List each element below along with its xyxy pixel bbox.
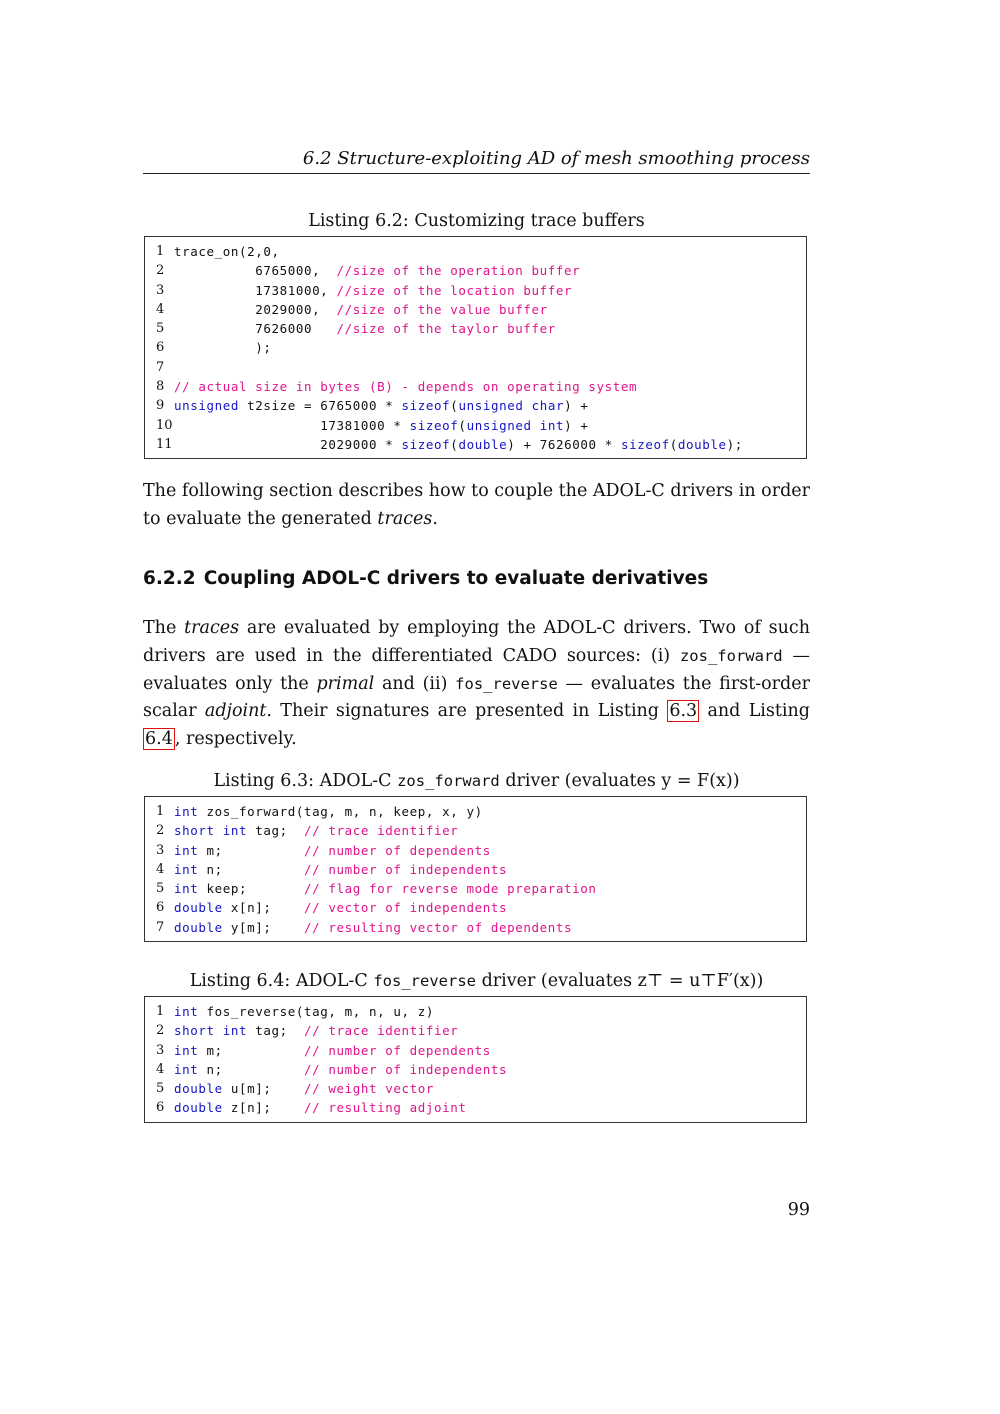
code-text: [174, 377, 637, 396]
code-keyword: sizeof: [401, 436, 451, 452]
code-text: [174, 1002, 434, 1021]
code-keyword: int: [174, 861, 199, 877]
code-line: [145, 319, 806, 338]
page-number: 99: [787, 1200, 810, 1220]
listing-6-2: [144, 236, 807, 459]
code-keyword: int: [174, 1004, 199, 1019]
code-line: [145, 1098, 806, 1117]
code-comment: // trace identifier: [304, 823, 459, 839]
code-token: n;: [198, 1061, 305, 1077]
listing-6-4: [144, 996, 807, 1123]
code-keyword: sizeof: [409, 417, 459, 433]
code-line: [145, 1021, 806, 1040]
code-token: (: [458, 417, 467, 433]
section-heading: [143, 568, 708, 589]
code-line: [145, 1002, 806, 1021]
code-keyword: int: [174, 881, 199, 897]
code-line: [145, 879, 806, 898]
code-text: [174, 435, 743, 454]
line-number: 2: [156, 823, 165, 839]
code-comment: //size of the value buffer: [336, 301, 548, 317]
line-number: 5: [156, 321, 165, 337]
code-token: 2029000 *: [174, 436, 402, 452]
code-keyword: unsigned int: [466, 417, 565, 433]
code-text: [174, 802, 483, 821]
code-line: [145, 821, 806, 840]
code-comment: // resulting adjoint: [304, 1100, 467, 1116]
code-token: z[n];: [222, 1100, 305, 1116]
code-text: [174, 918, 572, 937]
listing-6-3-caption: Listing 6.3: ADOL-C zos_forward driver (evaluates y = F(x)): [213, 771, 740, 791]
code-token: m;: [198, 1042, 305, 1058]
line-number: 1: [156, 1004, 165, 1019]
code-text: [174, 416, 588, 435]
code-keyword: unsigned char: [458, 398, 565, 414]
code-token: tag;: [247, 1023, 305, 1039]
code-comment: // weight vector: [304, 1081, 435, 1097]
section-number: 6.2.2: [143, 568, 196, 589]
code-line: [145, 358, 806, 377]
code-line: [145, 1060, 806, 1079]
paragraph-drivers: The traces are evaluated by employing the ADOL-C drivers. Two of such drivers are used in the differentiated CADO sources: (i) zos_forward — evaluates only the primal and (ii) fos_reverse — evaluates the first-order scalar adjoint. Their signatures are presented in Listing 6.3 and Listing 6.4 , respectively.: [143, 618, 810, 750]
code-keyword: double: [458, 436, 508, 452]
line-number: 8: [156, 379, 165, 395]
line-number: 1: [156, 244, 165, 259]
line-number: 7: [156, 359, 165, 375]
code-text: [174, 281, 572, 300]
code-token: n;: [198, 861, 305, 877]
code-token: 6765000,: [174, 263, 337, 279]
code-keyword: int: [174, 1042, 199, 1058]
code-text: [174, 396, 588, 415]
code-line: [145, 338, 806, 357]
code-comment: // flag for reverse mode preparation: [304, 881, 597, 897]
section-title: Coupling ADOL-C drivers to evaluate derivatives: [203, 568, 709, 589]
code-keyword: int: [174, 842, 199, 858]
code-keyword: int: [174, 804, 199, 819]
line-number: 4: [156, 301, 165, 317]
code-comment: // number of independents: [304, 1061, 508, 1077]
code-line: [145, 435, 806, 454]
code-line: [145, 396, 806, 415]
code-line: [145, 416, 806, 435]
line-number: 10: [156, 417, 173, 433]
code-token: ) +: [564, 398, 589, 414]
code-keyword: short int: [174, 823, 248, 839]
code-keyword: double: [174, 900, 223, 916]
code-token: ) + 7626000 *: [507, 436, 621, 452]
code-keyword: double: [174, 1100, 223, 1116]
code-keyword: sizeof: [620, 436, 670, 452]
code-text: [174, 860, 507, 879]
line-number: 11: [156, 436, 173, 452]
code-token: (: [450, 398, 459, 414]
link-listing-6-3[interactable]: 6.3: [669, 701, 698, 722]
code-comment: //size of the taylor buffer: [336, 321, 556, 337]
code-keyword: double: [174, 919, 223, 935]
code-token: (: [450, 436, 459, 452]
code-comment: //size of the operation buffer: [336, 263, 581, 279]
line-number: 9: [156, 398, 165, 414]
code-line: [145, 860, 806, 879]
code-text: [174, 1098, 467, 1117]
code-token: );: [726, 436, 743, 452]
code-text: [174, 898, 507, 917]
code-line: [145, 1079, 806, 1098]
line-number: 6: [156, 1100, 165, 1116]
code-keyword: double: [677, 436, 727, 452]
code-comment: // number of dependents: [304, 1042, 491, 1058]
code-line: [145, 1041, 806, 1060]
code-comment: // vector of independents: [304, 900, 508, 916]
line-number: 5: [156, 1081, 165, 1097]
code-keyword: sizeof: [401, 398, 451, 414]
code-token: trace_on(2,0,: [174, 244, 280, 259]
code-token: x[n];: [222, 900, 305, 916]
running-header: [143, 148, 810, 174]
code-token: );: [174, 340, 272, 356]
code-token: tag;: [247, 823, 305, 839]
code-token: zos_forward(tag, m, n, keep, x, y): [198, 804, 483, 819]
code-text: [174, 1079, 434, 1098]
code-token: u[m];: [222, 1081, 305, 1097]
code-line: [145, 841, 806, 860]
code-token: 7626000: [174, 321, 337, 337]
code-text: [174, 1021, 458, 1040]
code-comment: // trace identifier: [304, 1023, 459, 1039]
line-number: 5: [156, 881, 165, 897]
code-token: t2size = 6765000 *: [239, 398, 402, 414]
code-token: keep;: [198, 881, 305, 897]
code-token: fos_reverse(tag, m, n, u, z): [198, 1004, 435, 1019]
code-line: [145, 898, 806, 917]
code-comment: // number of independents: [304, 861, 508, 877]
code-line: [145, 918, 806, 937]
code-comment: //size of the location buffer: [336, 282, 573, 298]
code-token: 2029000,: [174, 301, 337, 317]
code-keyword: double: [174, 1081, 223, 1097]
line-number: 6: [156, 340, 165, 356]
code-text: [174, 319, 556, 338]
code-token: 17381000,: [174, 282, 337, 298]
code-token: 17381000 *: [174, 417, 410, 433]
code-keyword: unsigned: [174, 398, 240, 414]
code-text: [174, 300, 548, 319]
code-text: [174, 821, 458, 840]
code-text: [174, 261, 580, 280]
paragraph-intro: The following section describes how to couple the ADOL-C drivers in order to evaluate the generated traces.: [143, 481, 810, 529]
line-number: 2: [156, 263, 165, 279]
link-listing-6-4[interactable]: 6.4: [145, 729, 173, 750]
code-token: y[m];: [222, 919, 305, 935]
line-number: 6: [156, 900, 165, 916]
line-number: 4: [156, 1061, 165, 1077]
code-line: [145, 377, 806, 396]
code-token: ) +: [564, 417, 589, 433]
code-line: [145, 802, 806, 821]
line-number: 3: [156, 1042, 165, 1058]
code-keyword: int: [174, 1061, 199, 1077]
code-text: [174, 1060, 507, 1079]
line-number: 4: [156, 861, 165, 877]
code-text: [174, 338, 272, 357]
code-text: [174, 242, 280, 261]
listing-6-2-caption: Listing 6.2: Customizing trace buffers: [308, 211, 645, 231]
listing-6-4-caption: Listing 6.4: ADOL-C fos_reverse driver (evaluates z⊤ = u⊤F′(x)): [189, 971, 764, 991]
line-number: 1: [156, 804, 165, 819]
line-number: 7: [156, 919, 165, 935]
code-keyword: short int: [174, 1023, 248, 1039]
code-line: [145, 261, 806, 280]
code-comment: // number of dependents: [304, 842, 491, 858]
code-line: [145, 242, 806, 261]
inline-code-zos-forward: zos_forward: [679, 646, 783, 665]
italic-traces: traces: [377, 508, 433, 529]
line-number: 3: [156, 282, 165, 298]
code-text: [174, 841, 491, 860]
code-line: [145, 300, 806, 319]
code-comment: // resulting vector of dependents: [304, 919, 573, 935]
listing-6-3: [144, 796, 807, 942]
line-number: 2: [156, 1023, 165, 1039]
running-title: 6.2 Structure-exploiting AD of mesh smoothing process: [302, 148, 810, 169]
code-token: (: [669, 436, 678, 452]
code-line: [145, 281, 806, 300]
code-token: m;: [198, 842, 305, 858]
line-number: 3: [156, 842, 165, 858]
inline-code-fos-reverse: fos_reverse: [455, 674, 558, 693]
code-text: [174, 879, 597, 898]
code-text: [174, 1041, 491, 1060]
code-comment: // actual size in bytes (B) - depends on operating system: [174, 379, 638, 395]
